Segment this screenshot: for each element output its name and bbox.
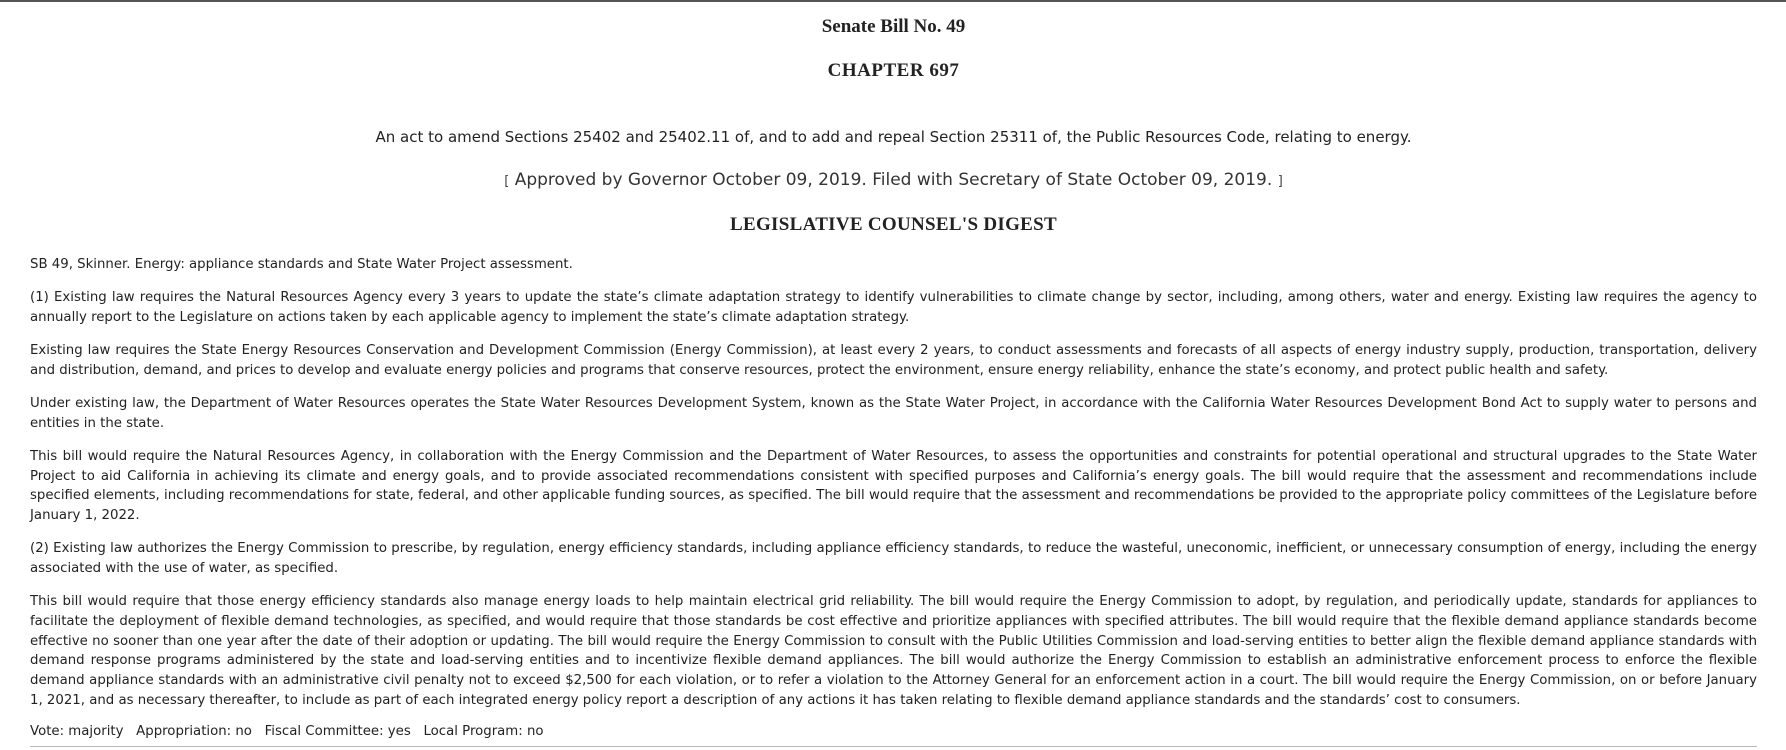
open-bracket: [ [504,174,510,189]
digest-paragraph: (1) Existing law requires the Natural Resources Agency every 3 years to update the state’s climate adaptation strategy to identify vulnerabilities to climate change by sector, including, among others, water and energy. Existing law requires the agency to annually report to the Legislature on actions taken by each applicable agency to implement the state’s climate adaptation strategy. [30,290,1757,325]
approval-line [30,170,1757,190]
digest-body [30,255,1757,741]
chapter-number: CHAPTER 697 [827,60,960,81]
digest-paragraph: This bill would require that those energy efficiency standards also manage energy loads to help maintain electrical grid reliability. The bill would require the Energy Commission to adopt, by regulation, and periodically update, standards for appliances to facilitate the deployment of flexible demand technologies, as specified, and would require that those standards be cost effective and prioritize appliances with specified attributes. The bill would require that the flexible demand appliance standards become effective no sooner than one year after the date of their adoption or updating. The bill would require the Energy Commission to consult with the Public Utilities Commission and load-serving entities to better align the flexible demand appliance standards with demand response programs administered by the state and load-serving entities and to incentivize flexible demand appliances. The bill would authorize the Energy Commission to establish an administrative enforcement process to enforce the flexible demand appliance standards with an administrative civil penalty not to exceed $2,500 for each violation, or to refer a violation to the Attorney General for an enforcement action in a court. The bill would require the Energy Commission, on or before January 1, 2021, and as necessary thereafter, to include as part of each integrated energy policy report a description of any actions it has taken relating to flexible demand appliance standards and the standards’ cost to consumers. [30,594,1757,708]
digest-title: LEGISLATIVE COUNSEL'S DIGEST [730,214,1057,235]
digest-paragraph: (2) Existing law authorizes the Energy Commission to prescribe, by regulation, energy efficiency standards, including appliance efficiency standards, to reduce the wasteful, uneconomic, inefficient, or unnecessary consumption of energy, including the energy associated with the use of water, as specified. [30,541,1757,576]
digest-summary: SB 49, Skinner. Energy: appliance standards and State Water Project assessment. [30,257,573,272]
bill-title: Senate Bill No. 49 [821,16,966,37]
vote-summary: Vote: majority Appropriation: no Fiscal Committee: yes Local Program: no [30,723,544,739]
digest-paragraph: This bill would require the Natural Resources Agency, in collaboration with the Energy Commission and the Department of Water Resources, to assess the opportunities and constraints for potential operational and structural upgrades to the State Water Project to aid California in achieving its climate and energy goals, and to provide associated recommendations consistent with specified purposes and California’s energy goals. The bill would require that the assessment and recommendations include specified elements, including recommendations for state, federal, and other applicable funding sources, as specified. The bill would require that the assessment and recommendations be provided to the appropriate policy committees of the Legislature before January 1, 2022. [30,448,1757,524]
digest-paragraph: Existing law requires the State Energy Resources Conservation and Development Commission (Energy Commission), at least every 2 years, to conduct assessments and forecasts of all aspects of energy industry supply, production, transportation, delivery and distribution, demand, and prices to develop and evaluate energy policies and programs that conserve resources, protect the environment, ensure energy reliability, enhance the state’s economy, and protect public health and safety. [30,343,1757,378]
top-border [0,0,1786,2]
close-bracket: ] [1277,174,1283,189]
digest-paragraph: Under existing law, the Department of Water Resources operates the State Water Resources Development System, known as the State Water Project, in accordance with the California Water Resources Development Bond Act to supply water to persons and entities in the state. [30,396,1757,431]
act-description: An act to amend Sections 25402 and 25402.11 of, and to add and repeal Section 25311 of, the Public Resources Code, relating to energy. [375,128,1412,146]
bottom-divider [30,746,1757,747]
approval-text: Approved by Governor October 09, 2019. Filed with Secretary of State October 09, 2019. [514,170,1273,190]
